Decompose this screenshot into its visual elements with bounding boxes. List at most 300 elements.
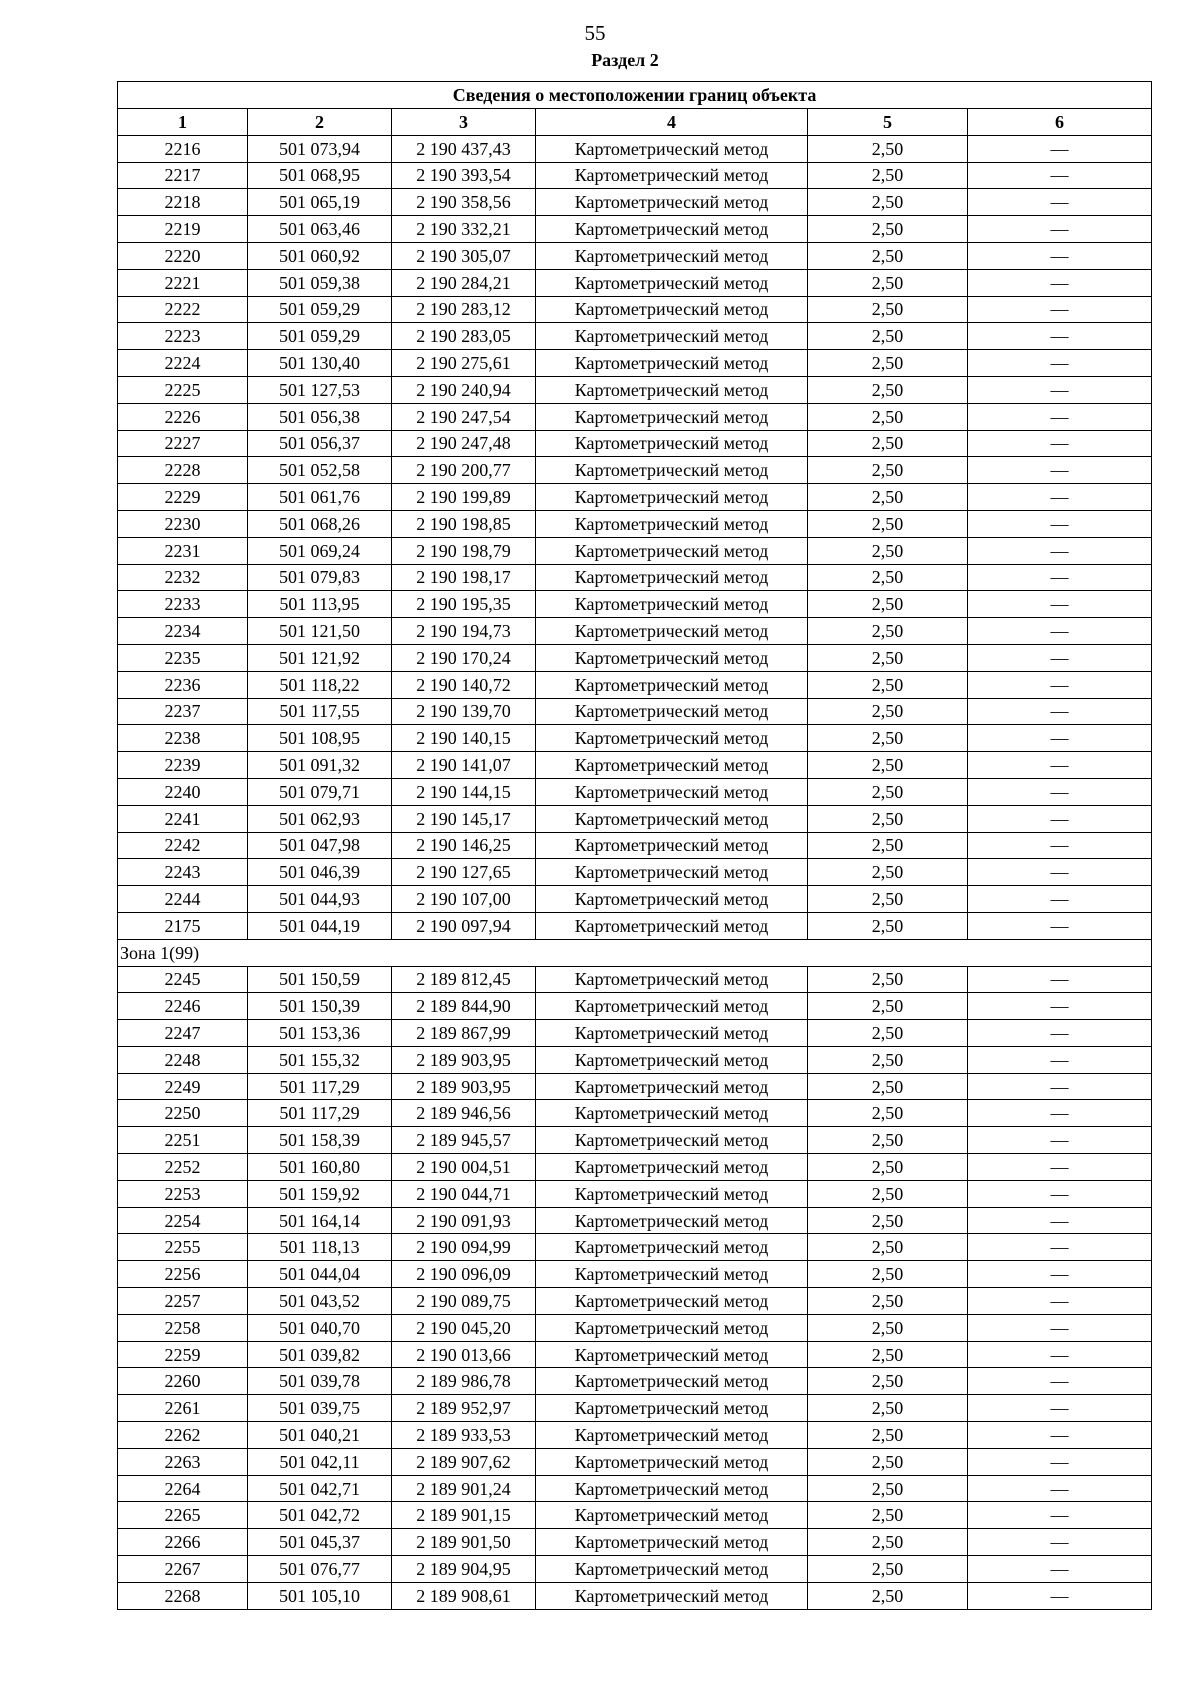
method-cell: Картометрический метод: [536, 323, 808, 350]
description-cell: —: [968, 859, 1152, 886]
method-cell: Картометрический метод: [536, 135, 808, 162]
table-row: [118, 484, 1152, 511]
description-cell: —: [968, 457, 1152, 484]
point-number-cell: 2230: [118, 510, 248, 537]
method-cell: Картометрический метод: [536, 832, 808, 859]
y-coordinate-cell: 2 190 358,56: [392, 189, 536, 216]
accuracy-cell: 2,50: [808, 1529, 968, 1556]
description-cell: —: [968, 162, 1152, 189]
table-row: [118, 1556, 1152, 1583]
table-row: [118, 1127, 1152, 1154]
table-row: [118, 859, 1152, 886]
x-coordinate-cell: 501 046,39: [248, 859, 392, 886]
method-cell: Картометрический метод: [536, 457, 808, 484]
x-coordinate-cell: 501 042,11: [248, 1448, 392, 1475]
y-coordinate-cell: 2 190 170,24: [392, 644, 536, 671]
method-cell: Картометрический метод: [536, 1288, 808, 1315]
description-cell: —: [968, 1422, 1152, 1449]
accuracy-cell: 2,50: [808, 1502, 968, 1529]
table-row: [118, 216, 1152, 243]
table-row: [118, 1154, 1152, 1181]
table-row: [118, 430, 1152, 457]
table-row: [118, 1020, 1152, 1047]
description-cell: —: [968, 698, 1152, 725]
method-cell: Картометрический метод: [536, 350, 808, 377]
description-cell: —: [968, 269, 1152, 296]
x-coordinate-cell: 501 150,59: [248, 966, 392, 993]
accuracy-cell: 2,50: [808, 269, 968, 296]
x-coordinate-cell: 501 045,37: [248, 1529, 392, 1556]
description-cell: —: [968, 350, 1152, 377]
accuracy-cell: 2,50: [808, 537, 968, 564]
accuracy-cell: 2,50: [808, 1368, 968, 1395]
description-cell: —: [968, 671, 1152, 698]
accuracy-cell: 2,50: [808, 1073, 968, 1100]
description-cell: —: [968, 1073, 1152, 1100]
method-cell: Картометрический метод: [536, 805, 808, 832]
accuracy-cell: 2,50: [808, 1314, 968, 1341]
y-coordinate-cell: 2 189 986,78: [392, 1368, 536, 1395]
description-cell: —: [968, 832, 1152, 859]
table-row: [118, 725, 1152, 752]
x-coordinate-cell: 501 164,14: [248, 1207, 392, 1234]
table-row: [118, 1368, 1152, 1395]
method-cell: Картометрический метод: [536, 189, 808, 216]
method-cell: Картометрический метод: [536, 1154, 808, 1181]
column-number: 4: [536, 109, 808, 136]
x-coordinate-cell: 501 068,95: [248, 162, 392, 189]
method-cell: Картометрический метод: [536, 430, 808, 457]
method-cell: Картометрический метод: [536, 1020, 808, 1047]
point-number-cell: 2245: [118, 966, 248, 993]
table-row: [118, 1341, 1152, 1368]
accuracy-cell: 2,50: [808, 216, 968, 243]
method-cell: Картометрический метод: [536, 1475, 808, 1502]
table-row: [118, 591, 1152, 618]
accuracy-cell: 2,50: [808, 886, 968, 913]
method-cell: Картометрический метод: [536, 403, 808, 430]
point-number-cell: 2254: [118, 1207, 248, 1234]
x-coordinate-cell: 501 047,98: [248, 832, 392, 859]
table-row: [118, 537, 1152, 564]
accuracy-cell: 2,50: [808, 698, 968, 725]
y-coordinate-cell: 2 190 198,85: [392, 510, 536, 537]
point-number-cell: 2266: [118, 1529, 248, 1556]
description-cell: —: [968, 1288, 1152, 1315]
point-number-cell: 2268: [118, 1582, 248, 1609]
description-cell: —: [968, 510, 1152, 537]
point-number-cell: 2234: [118, 618, 248, 645]
method-cell: Картометрический метод: [536, 752, 808, 779]
accuracy-cell: 2,50: [808, 618, 968, 645]
column-number: 2: [248, 109, 392, 136]
table-body: [118, 135, 1152, 1609]
column-number: 6: [968, 109, 1152, 136]
table-row: [118, 1046, 1152, 1073]
x-coordinate-cell: 501 113,95: [248, 591, 392, 618]
method-cell: Картометрический метод: [536, 993, 808, 1020]
method-cell: Картометрический метод: [536, 618, 808, 645]
accuracy-cell: 2,50: [808, 1422, 968, 1449]
method-cell: Картометрический метод: [536, 484, 808, 511]
accuracy-cell: 2,50: [808, 189, 968, 216]
method-cell: Картометрический метод: [536, 1368, 808, 1395]
accuracy-cell: 2,50: [808, 564, 968, 591]
x-coordinate-cell: 501 056,38: [248, 403, 392, 430]
table-row: [118, 618, 1152, 645]
table-row: [118, 457, 1152, 484]
y-coordinate-cell: 2 190 195,35: [392, 591, 536, 618]
method-cell: Картометрический метод: [536, 1556, 808, 1583]
x-coordinate-cell: 501 073,94: [248, 135, 392, 162]
point-number-cell: 2240: [118, 778, 248, 805]
page-number: 55: [584, 21, 606, 45]
y-coordinate-cell: 2 190 199,89: [392, 484, 536, 511]
description-cell: —: [968, 296, 1152, 323]
point-number-cell: 2239: [118, 752, 248, 779]
accuracy-cell: 2,50: [808, 778, 968, 805]
point-number-cell: 2235: [118, 644, 248, 671]
x-coordinate-cell: 501 108,95: [248, 725, 392, 752]
method-cell: Картометрический метод: [536, 859, 808, 886]
point-number-cell: 2243: [118, 859, 248, 886]
accuracy-cell: 2,50: [808, 1207, 968, 1234]
accuracy-cell: 2,50: [808, 457, 968, 484]
description-cell: —: [968, 752, 1152, 779]
accuracy-cell: 2,50: [808, 1556, 968, 1583]
table-row: [118, 1582, 1152, 1609]
y-coordinate-cell: 2 190 393,54: [392, 162, 536, 189]
x-coordinate-cell: 501 059,29: [248, 296, 392, 323]
x-coordinate-cell: 501 117,55: [248, 698, 392, 725]
method-cell: Картометрический метод: [536, 1127, 808, 1154]
point-number-cell: 2257: [118, 1288, 248, 1315]
accuracy-cell: 2,50: [808, 671, 968, 698]
y-coordinate-cell: 2 190 044,71: [392, 1180, 536, 1207]
point-number-cell: 2246: [118, 993, 248, 1020]
method-cell: Картометрический метод: [536, 1422, 808, 1449]
accuracy-cell: 2,50: [808, 350, 968, 377]
y-coordinate-cell: 2 189 867,99: [392, 1020, 536, 1047]
point-number-cell: 2218: [118, 189, 248, 216]
y-coordinate-cell: 2 190 140,72: [392, 671, 536, 698]
accuracy-cell: 2,50: [808, 510, 968, 537]
y-coordinate-cell: 2 190 127,65: [392, 859, 536, 886]
description-cell: —: [968, 1154, 1152, 1181]
method-cell: Картометрический метод: [536, 242, 808, 269]
description-cell: —: [968, 966, 1152, 993]
y-coordinate-cell: 2 190 240,94: [392, 376, 536, 403]
description-cell: —: [968, 1529, 1152, 1556]
y-coordinate-cell: 2 189 952,97: [392, 1395, 536, 1422]
x-coordinate-cell: 501 127,53: [248, 376, 392, 403]
method-cell: Картометрический метод: [536, 591, 808, 618]
section-title: Раздел 2: [591, 50, 659, 70]
description-cell: —: [968, 805, 1152, 832]
table-row: [118, 698, 1152, 725]
y-coordinate-cell: 2 190 107,00: [392, 886, 536, 913]
method-cell: Картометрический метод: [536, 1448, 808, 1475]
y-coordinate-cell: 2 189 812,45: [392, 966, 536, 993]
y-coordinate-cell: 2 190 200,77: [392, 457, 536, 484]
method-cell: Картометрический метод: [536, 1234, 808, 1261]
y-coordinate-cell: 2 190 144,15: [392, 778, 536, 805]
y-coordinate-cell: 2 190 140,15: [392, 725, 536, 752]
y-coordinate-cell: 2 189 933,53: [392, 1422, 536, 1449]
table-row: [118, 350, 1152, 377]
description-cell: —: [968, 1314, 1152, 1341]
description-cell: —: [968, 323, 1152, 350]
point-number-cell: 2220: [118, 242, 248, 269]
table-row: [118, 1529, 1152, 1556]
table-row: [118, 323, 1152, 350]
x-coordinate-cell: 501 062,93: [248, 805, 392, 832]
description-cell: —: [968, 376, 1152, 403]
y-coordinate-cell: 2 190 096,09: [392, 1261, 536, 1288]
accuracy-cell: 2,50: [808, 1288, 968, 1315]
accuracy-cell: 2,50: [808, 1395, 968, 1422]
accuracy-cell: 2,50: [808, 912, 968, 939]
accuracy-cell: 2,50: [808, 805, 968, 832]
x-coordinate-cell: 501 042,71: [248, 1475, 392, 1502]
point-number-cell: 2264: [118, 1475, 248, 1502]
point-number-cell: 2263: [118, 1448, 248, 1475]
x-coordinate-cell: 501 059,38: [248, 269, 392, 296]
accuracy-cell: 2,50: [808, 644, 968, 671]
y-coordinate-cell: 2 190 091,93: [392, 1207, 536, 1234]
y-coordinate-cell: 2 190 097,94: [392, 912, 536, 939]
point-number-cell: 2238: [118, 725, 248, 752]
method-cell: Картометрический метод: [536, 644, 808, 671]
description-cell: —: [968, 1100, 1152, 1127]
description-cell: —: [968, 1556, 1152, 1583]
column-number: 1: [118, 109, 248, 136]
description-cell: —: [968, 644, 1152, 671]
description-cell: —: [968, 725, 1152, 752]
accuracy-cell: 2,50: [808, 725, 968, 752]
method-cell: Картометрический метод: [536, 1180, 808, 1207]
y-coordinate-cell: 2 190 139,70: [392, 698, 536, 725]
y-coordinate-cell: 2 189 901,24: [392, 1475, 536, 1502]
description-cell: —: [968, 216, 1152, 243]
accuracy-cell: 2,50: [808, 1582, 968, 1609]
point-number-cell: 2251: [118, 1127, 248, 1154]
method-cell: Картометрический метод: [536, 1529, 808, 1556]
y-coordinate-cell: 2 190 332,21: [392, 216, 536, 243]
point-number-cell: 2228: [118, 457, 248, 484]
point-number-cell: 2255: [118, 1234, 248, 1261]
x-coordinate-cell: 501 159,92: [248, 1180, 392, 1207]
x-coordinate-cell: 501 044,04: [248, 1261, 392, 1288]
x-coordinate-cell: 501 121,50: [248, 618, 392, 645]
point-number-cell: 2247: [118, 1020, 248, 1047]
y-coordinate-cell: 2 190 198,79: [392, 537, 536, 564]
x-coordinate-cell: 501 063,46: [248, 216, 392, 243]
point-number-cell: 2262: [118, 1422, 248, 1449]
y-coordinate-cell: 2 189 901,50: [392, 1529, 536, 1556]
y-coordinate-cell: 2 189 907,62: [392, 1448, 536, 1475]
table-row: [118, 376, 1152, 403]
point-number-cell: 2256: [118, 1261, 248, 1288]
x-coordinate-cell: 501 130,40: [248, 350, 392, 377]
y-coordinate-cell: 2 190 145,17: [392, 805, 536, 832]
column-number: 3: [392, 109, 536, 136]
accuracy-cell: 2,50: [808, 752, 968, 779]
zone-label: Зона 1(99): [118, 939, 1152, 966]
y-coordinate-cell: 2 189 904,95: [392, 1556, 536, 1583]
table-row: [118, 403, 1152, 430]
point-number-cell: 2219: [118, 216, 248, 243]
y-coordinate-cell: 2 190 198,17: [392, 564, 536, 591]
column-number: 5: [808, 109, 968, 136]
y-coordinate-cell: 2 190 283,05: [392, 323, 536, 350]
method-cell: Картометрический метод: [536, 564, 808, 591]
x-coordinate-cell: 501 068,26: [248, 510, 392, 537]
point-number-cell: 2221: [118, 269, 248, 296]
x-coordinate-cell: 501 044,19: [248, 912, 392, 939]
x-coordinate-cell: 501 118,22: [248, 671, 392, 698]
description-cell: —: [968, 1180, 1152, 1207]
x-coordinate-cell: 501 052,58: [248, 457, 392, 484]
method-cell: Картометрический метод: [536, 1395, 808, 1422]
description-cell: —: [968, 1046, 1152, 1073]
point-number-cell: 2216: [118, 135, 248, 162]
accuracy-cell: 2,50: [808, 135, 968, 162]
table-row: [118, 1180, 1152, 1207]
description-cell: —: [968, 1475, 1152, 1502]
point-number-cell: 2259: [118, 1341, 248, 1368]
y-coordinate-cell: 2 189 908,61: [392, 1582, 536, 1609]
description-cell: —: [968, 430, 1152, 457]
description-cell: —: [968, 886, 1152, 913]
point-number-cell: 2227: [118, 430, 248, 457]
method-cell: Картометрический метод: [536, 1582, 808, 1609]
x-coordinate-cell: 501 117,29: [248, 1100, 392, 1127]
zone-row: [118, 939, 1152, 966]
description-cell: —: [968, 1341, 1152, 1368]
point-number-cell: 2242: [118, 832, 248, 859]
point-number-cell: 2253: [118, 1180, 248, 1207]
x-coordinate-cell: 501 076,77: [248, 1556, 392, 1583]
point-number-cell: 2244: [118, 886, 248, 913]
table-row: [118, 1073, 1152, 1100]
y-coordinate-cell: 2 189 903,95: [392, 1046, 536, 1073]
table-row: [118, 1422, 1152, 1449]
accuracy-cell: 2,50: [808, 1046, 968, 1073]
table-row: [118, 671, 1152, 698]
accuracy-cell: 2,50: [808, 832, 968, 859]
y-coordinate-cell: 2 190 247,54: [392, 403, 536, 430]
table-row: [118, 993, 1152, 1020]
x-coordinate-cell: 501 040,21: [248, 1422, 392, 1449]
accuracy-cell: 2,50: [808, 1341, 968, 1368]
description-cell: —: [968, 1261, 1152, 1288]
accuracy-cell: 2,50: [808, 430, 968, 457]
point-number-cell: 2226: [118, 403, 248, 430]
y-coordinate-cell: 2 190 284,21: [392, 269, 536, 296]
point-number-cell: 2224: [118, 350, 248, 377]
accuracy-cell: 2,50: [808, 1020, 968, 1047]
description-cell: —: [968, 618, 1152, 645]
table-row: [118, 242, 1152, 269]
x-coordinate-cell: 501 091,32: [248, 752, 392, 779]
description-cell: —: [968, 242, 1152, 269]
method-cell: Картометрический метод: [536, 1073, 808, 1100]
accuracy-cell: 2,50: [808, 1100, 968, 1127]
y-coordinate-cell: 2 190 004,51: [392, 1154, 536, 1181]
y-coordinate-cell: 2 190 094,99: [392, 1234, 536, 1261]
table-row: [118, 564, 1152, 591]
method-cell: Картометрический метод: [536, 1046, 808, 1073]
x-coordinate-cell: 501 059,29: [248, 323, 392, 350]
point-number-cell: 2250: [118, 1100, 248, 1127]
y-coordinate-cell: 2 189 946,56: [392, 1100, 536, 1127]
point-number-cell: 2236: [118, 671, 248, 698]
description-cell: —: [968, 1368, 1152, 1395]
method-cell: Картометрический метод: [536, 671, 808, 698]
accuracy-cell: 2,50: [808, 162, 968, 189]
x-coordinate-cell: 501 153,36: [248, 1020, 392, 1047]
description-cell: —: [968, 564, 1152, 591]
x-coordinate-cell: 501 117,29: [248, 1073, 392, 1100]
x-coordinate-cell: 501 039,82: [248, 1341, 392, 1368]
accuracy-cell: 2,50: [808, 1475, 968, 1502]
method-cell: Картометрический метод: [536, 1314, 808, 1341]
method-cell: Картометрический метод: [536, 912, 808, 939]
table-caption-row: [118, 82, 1152, 109]
description-cell: —: [968, 1020, 1152, 1047]
point-number-cell: 2248: [118, 1046, 248, 1073]
point-number-cell: 2249: [118, 1073, 248, 1100]
x-coordinate-cell: 501 039,75: [248, 1395, 392, 1422]
point-number-cell: 2267: [118, 1556, 248, 1583]
table-row: [118, 886, 1152, 913]
table-row: [118, 1448, 1152, 1475]
method-cell: Картометрический метод: [536, 1502, 808, 1529]
y-coordinate-cell: 2 190 146,25: [392, 832, 536, 859]
y-coordinate-cell: 2 190 247,48: [392, 430, 536, 457]
x-coordinate-cell: 501 121,92: [248, 644, 392, 671]
description-cell: —: [968, 912, 1152, 939]
method-cell: Картометрический метод: [536, 886, 808, 913]
accuracy-cell: 2,50: [808, 376, 968, 403]
accuracy-cell: 2,50: [808, 859, 968, 886]
table-row: [118, 1475, 1152, 1502]
accuracy-cell: 2,50: [808, 403, 968, 430]
accuracy-cell: 2,50: [808, 966, 968, 993]
method-cell: Картометрический метод: [536, 778, 808, 805]
method-cell: Картометрический метод: [536, 1100, 808, 1127]
table-row: [118, 1314, 1152, 1341]
point-number-cell: 2261: [118, 1395, 248, 1422]
x-coordinate-cell: 501 155,32: [248, 1046, 392, 1073]
y-coordinate-cell: 2 189 945,57: [392, 1127, 536, 1154]
method-cell: Картометрический метод: [536, 269, 808, 296]
y-coordinate-cell: 2 190 013,66: [392, 1341, 536, 1368]
y-coordinate-cell: 2 190 089,75: [392, 1288, 536, 1315]
point-number-cell: 2258: [118, 1314, 248, 1341]
table-row: [118, 296, 1152, 323]
method-cell: Картометрический метод: [536, 1261, 808, 1288]
method-cell: Картометрический метод: [536, 510, 808, 537]
x-coordinate-cell: 501 040,70: [248, 1314, 392, 1341]
x-coordinate-cell: 501 039,78: [248, 1368, 392, 1395]
description-cell: —: [968, 403, 1152, 430]
table-caption: Сведения о местоположении границ объекта: [118, 82, 1152, 109]
accuracy-cell: 2,50: [808, 591, 968, 618]
table-row: [118, 189, 1152, 216]
x-coordinate-cell: 501 069,24: [248, 537, 392, 564]
